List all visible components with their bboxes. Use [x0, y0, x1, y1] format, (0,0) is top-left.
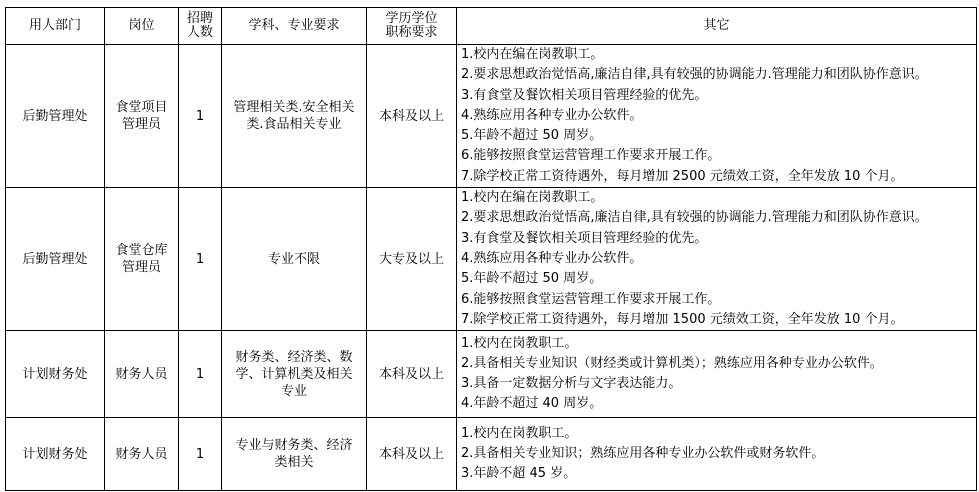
requirement-line: 5.年龄不超过 50 周岁。	[461, 128, 603, 144]
cell-dept: 计划财务处	[6, 331, 105, 418]
header-edu: 学历学位职称要求	[367, 8, 457, 45]
requirement-line: 2.具备相关专业知识（财经类或计算机类）；熟练应用各种专业办公软件。	[461, 355, 883, 371]
requirement-line: 2.要求思想政治觉悟高,廉洁自律,具有较强的协调能力.管理能力和团队协作意识。	[461, 67, 928, 83]
requirement-line: 3.有食堂及餐饮相关项目管理经验的优先。	[461, 87, 708, 103]
requirement-line: 1.校内在岗教职工。	[461, 335, 578, 351]
table-row	[6, 418, 977, 491]
requirement-line: 3.有食堂及餐饮相关项目管理经验的优先。	[461, 230, 708, 246]
cell-edu: 本科及以上	[367, 418, 457, 491]
requirement-line: 4.熟练应用各种专业办公软件。	[461, 107, 643, 123]
cell-major: 管理相关类.安全相关类.食品相关专业	[222, 45, 367, 188]
requirement-line: 3.年龄不超 45 岁。	[461, 466, 577, 482]
table-row	[6, 331, 977, 418]
requirement-line: 4.年龄不超过 40 周岁。	[461, 396, 603, 412]
header-row	[6, 8, 977, 45]
requirement-line: 7.除学校正常工资待遇外，每月增加 1500 元绩效工资，全年发放 10 个月。	[461, 311, 904, 327]
table-row	[6, 188, 977, 331]
recruitment-table	[5, 7, 977, 491]
requirement-line: 2.具备相关专业知识；熟练应用各种专业办公软件或财务软件。	[461, 446, 825, 461]
cell-dept: 计划财务处	[6, 418, 105, 491]
cell-post: 食堂项目管理员	[105, 45, 179, 188]
cell-edu: 本科及以上	[367, 331, 457, 418]
header-post: 岗位	[105, 8, 179, 45]
requirement-line: 3.具备一定数据分析与文字表达能力。	[461, 376, 682, 392]
cell-major: 财务类、经济类、数学、计算机类及相关专业	[222, 331, 367, 418]
requirement-line: 1.校内在编在岗教职工。	[461, 47, 604, 62]
cell-count: 1	[179, 331, 222, 418]
requirement-line: 6.能够按照食堂运营管理工作要求开展工作。	[461, 291, 721, 307]
requirement-line: 2.要求思想政治觉悟高,廉洁自律,具有较强的协调能力.管理能力和团队协作意识。	[461, 210, 928, 226]
header-count: 招聘人数	[179, 8, 222, 45]
cell-other	[457, 418, 977, 491]
cell-other	[457, 331, 977, 418]
requirement-line: 1.校内在岗教职工。	[461, 425, 578, 441]
header-dept: 用人部门	[6, 8, 105, 45]
cell-post: 财务人员	[105, 418, 179, 491]
header-major: 学科、专业要求	[222, 8, 367, 45]
cell-post: 食堂仓库管理员	[105, 188, 179, 331]
requirement-line: 1.校内在编在岗教职工。	[461, 190, 604, 206]
requirement-line: 6.能够按照食堂运营管理工作要求开展工作。	[461, 148, 721, 164]
cell-other	[457, 188, 977, 331]
requirement-line: 5.年龄不超过 50 周岁。	[461, 271, 603, 287]
cell-dept: 后勤管理处	[6, 45, 105, 188]
cell-post: 财务人员	[105, 331, 179, 418]
cell-other	[457, 45, 977, 188]
requirement-line: 7.除学校正常工资待遇外，每月增加 2500 元绩效工资，全年发放 10 个月。	[461, 168, 904, 184]
cell-count: 1	[179, 45, 222, 188]
requirement-line: 4.熟练应用各种专业办公软件。	[461, 250, 643, 266]
header-other: 其它	[457, 8, 977, 45]
cell-major: 专业不限	[222, 188, 367, 331]
cell-dept: 后勤管理处	[6, 188, 105, 331]
cell-count: 1	[179, 188, 222, 331]
table-row	[6, 45, 977, 188]
cell-edu: 大专及以上	[367, 188, 457, 331]
cell-edu: 本科及以上	[367, 45, 457, 188]
cell-count: 1	[179, 418, 222, 491]
cell-major: 专业与财务类、经济类相关	[222, 418, 367, 491]
